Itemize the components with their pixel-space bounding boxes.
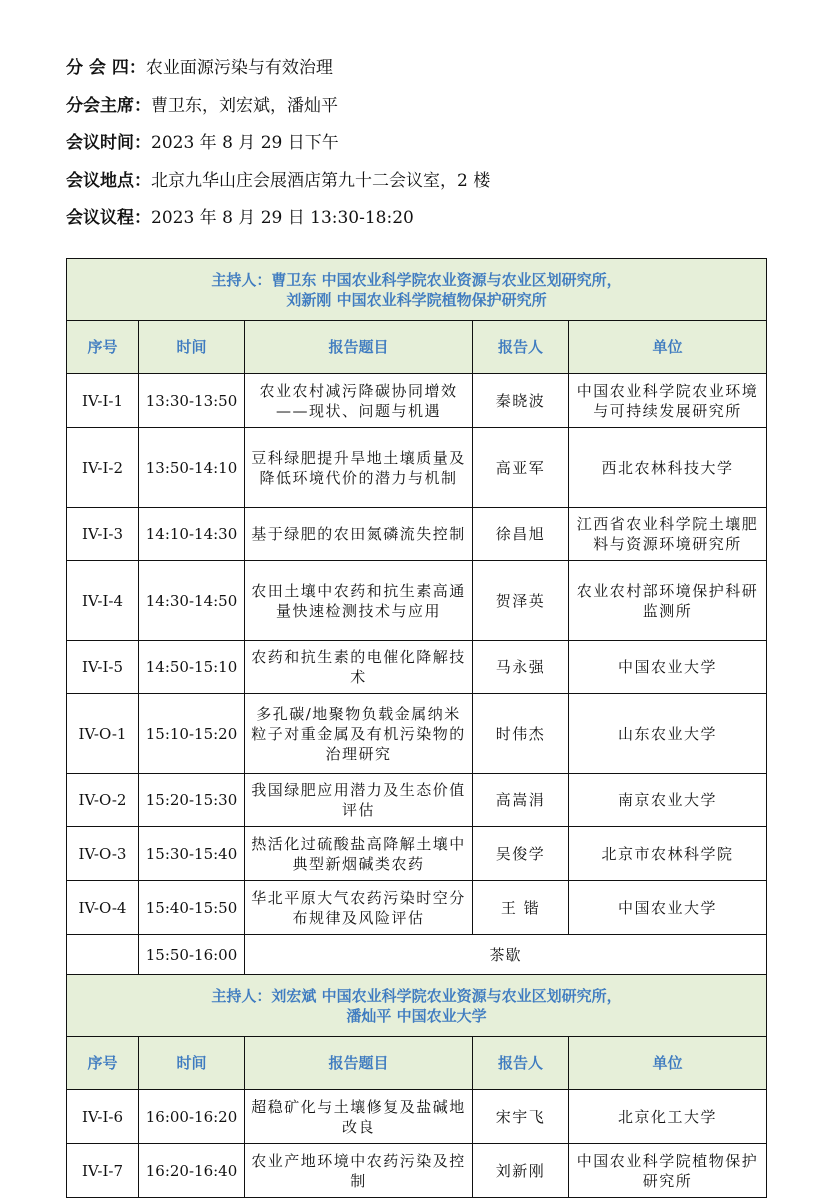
row-speaker: 高嵩涓 xyxy=(473,774,569,827)
break-label: 茶歇 xyxy=(245,935,767,975)
row-id: IV-I-3 xyxy=(67,508,139,561)
break-id xyxy=(67,935,139,975)
row-org: 中国农业科学院农业环境与可持续发展研究所 xyxy=(569,374,767,428)
row-speaker: 秦晓波 xyxy=(473,374,569,428)
host-row-1 xyxy=(67,259,767,321)
row-id: IV-I-2 xyxy=(67,428,139,508)
header-title: 报告题目 xyxy=(245,321,473,374)
table-row xyxy=(67,774,767,827)
header-speaker: 报告人 xyxy=(473,1037,569,1090)
row-id: IV-I-4 xyxy=(67,561,139,641)
row-id: IV-O-2 xyxy=(67,774,139,827)
table-row xyxy=(67,561,767,641)
host-2-line-2: 潘灿平 中国农业大学 xyxy=(346,1006,487,1025)
row-org: 中国农业大学 xyxy=(569,641,767,694)
session-agenda: 2023 年 8 月 29 日 13:30-18:20 xyxy=(151,208,414,228)
session-agenda-line xyxy=(66,200,490,238)
table-row xyxy=(67,1144,767,1198)
row-speaker: 贺泽英 xyxy=(473,561,569,641)
row-speaker: 徐昌旭 xyxy=(473,508,569,561)
row-title: 农业产地环境中农药污染及控制 xyxy=(245,1144,473,1198)
host-row-2 xyxy=(67,975,767,1037)
row-time: 14:30-14:50 xyxy=(139,561,245,641)
row-time: 16:20-16:40 xyxy=(139,1144,245,1198)
row-time: 14:10-14:30 xyxy=(139,508,245,561)
row-title: 农田土壤中农药和抗生素高通量快速检测技术与应用 xyxy=(245,561,473,641)
header-org: 单位 xyxy=(569,321,767,374)
header-org: 单位 xyxy=(569,1037,767,1090)
row-speaker: 王 锴 xyxy=(473,881,569,935)
table-header-row-1 xyxy=(67,321,767,374)
row-org: 中国农业科学院植物保护研究所 xyxy=(569,1144,767,1198)
row-speaker: 马永强 xyxy=(473,641,569,694)
row-org: 中国农业大学 xyxy=(569,881,767,935)
host-2-line-1: 主持人：刘宏斌 中国农业科学院农业资源与农业区划研究所， xyxy=(211,986,622,1005)
session-chairs: 曹卫东，刘宏斌，潘灿平 xyxy=(151,95,338,116)
session-chairs-label: 分会主席： xyxy=(66,95,151,116)
row-title: 农业农村减污降碳协同增效——现状、问题与机遇 xyxy=(245,374,473,428)
row-org: 北京市农林科学院 xyxy=(569,827,767,881)
header-title: 报告题目 xyxy=(245,1037,473,1090)
host-cell-1 xyxy=(67,259,767,321)
row-title: 华北平原大气农药污染时空分布规律及风险评估 xyxy=(245,881,473,935)
row-org: 南京农业大学 xyxy=(569,774,767,827)
row-org: 江西省农业科学院土壤肥料与资源环境研究所 xyxy=(569,508,767,561)
row-title: 基于绿肥的农田氮磷流失控制 xyxy=(245,508,473,561)
row-speaker: 时伟杰 xyxy=(473,694,569,774)
row-title: 超稳矿化与土壤修复及盐碱地改良 xyxy=(245,1090,473,1144)
session-venue: 北京九华山庄会展酒店第九十二会议室，2 楼 xyxy=(151,170,491,191)
session-name: 农业面源污染与有效治理 xyxy=(145,58,333,78)
session-time-label: 会议时间： xyxy=(66,133,151,153)
table-row xyxy=(67,1090,767,1144)
row-time: 13:50-14:10 xyxy=(139,428,245,508)
row-org: 西北农林科技大学 xyxy=(569,428,767,508)
header-id: 序号 xyxy=(67,321,139,374)
schedule-table xyxy=(66,258,767,1198)
host-1-line-2: 刘新刚 中国农业科学院植物保护研究所 xyxy=(286,290,547,309)
table-header-row-2 xyxy=(67,1037,767,1090)
session-name-line xyxy=(66,50,490,88)
row-org: 农业农村部环境保护科研监测所 xyxy=(569,561,767,641)
row-speaker: 吴俊学 xyxy=(473,827,569,881)
table-row xyxy=(67,881,767,935)
row-time: 13:30-13:50 xyxy=(139,374,245,428)
session-chairs-line xyxy=(66,88,490,126)
row-title: 多孔碳/地聚物负载金属纳米粒子对重金属及有机污染物的治理研究 xyxy=(245,694,473,774)
session-venue-line xyxy=(66,163,490,201)
break-time: 15:50-16:00 xyxy=(139,935,245,975)
table-row xyxy=(67,374,767,428)
table-row xyxy=(67,694,767,774)
header-speaker: 报告人 xyxy=(473,321,569,374)
row-id: IV-O-3 xyxy=(67,827,139,881)
table-row xyxy=(67,641,767,694)
row-time: 15:30-15:40 xyxy=(139,827,245,881)
header-id: 序号 xyxy=(67,1037,139,1090)
row-time: 14:50-15:10 xyxy=(139,641,245,694)
row-speaker: 刘新刚 xyxy=(473,1144,569,1198)
row-time: 15:20-15:30 xyxy=(139,774,245,827)
break-row xyxy=(67,935,767,975)
row-id: IV-I-5 xyxy=(67,641,139,694)
session-venue-label: 会议地点： xyxy=(66,170,151,191)
header-time: 时间 xyxy=(139,1037,245,1090)
row-time: 15:40-15:50 xyxy=(139,881,245,935)
row-time: 15:10-15:20 xyxy=(139,694,245,774)
row-id: IV-O-1 xyxy=(67,694,139,774)
row-org: 山东农业大学 xyxy=(569,694,767,774)
session-agenda-label: 会议议程： xyxy=(66,208,151,228)
session-info xyxy=(66,50,490,238)
row-title: 我国绿肥应用潜力及生态价值评估 xyxy=(245,774,473,827)
row-id: IV-I-6 xyxy=(67,1090,139,1144)
row-title: 农药和抗生素的电催化降解技术 xyxy=(245,641,473,694)
host-cell-2 xyxy=(67,975,767,1037)
row-title: 豆科绿肥提升旱地土壤质量及降低环境代价的潜力与机制 xyxy=(245,428,473,508)
row-speaker: 宋宇飞 xyxy=(473,1090,569,1144)
table-row xyxy=(67,428,767,508)
session-name-label: 分 会 四： xyxy=(66,58,146,78)
host-1-line-1: 主持人：曹卫东 中国农业科学院农业资源与农业区划研究所， xyxy=(211,270,622,289)
row-id: IV-O-4 xyxy=(67,881,139,935)
header-time: 时间 xyxy=(139,321,245,374)
row-speaker: 高亚军 xyxy=(473,428,569,508)
row-title: 热活化过硫酸盐高降解土壤中典型新烟碱类农药 xyxy=(245,827,473,881)
session-time-line xyxy=(66,125,490,163)
row-org: 北京化工大学 xyxy=(569,1090,767,1144)
table-row xyxy=(67,827,767,881)
row-time: 16:00-16:20 xyxy=(139,1090,245,1144)
session-time: 2023 年 8 月 29 日下午 xyxy=(151,133,339,153)
row-id: IV-I-1 xyxy=(67,374,139,428)
table-row xyxy=(67,508,767,561)
row-id: IV-I-7 xyxy=(67,1144,139,1198)
